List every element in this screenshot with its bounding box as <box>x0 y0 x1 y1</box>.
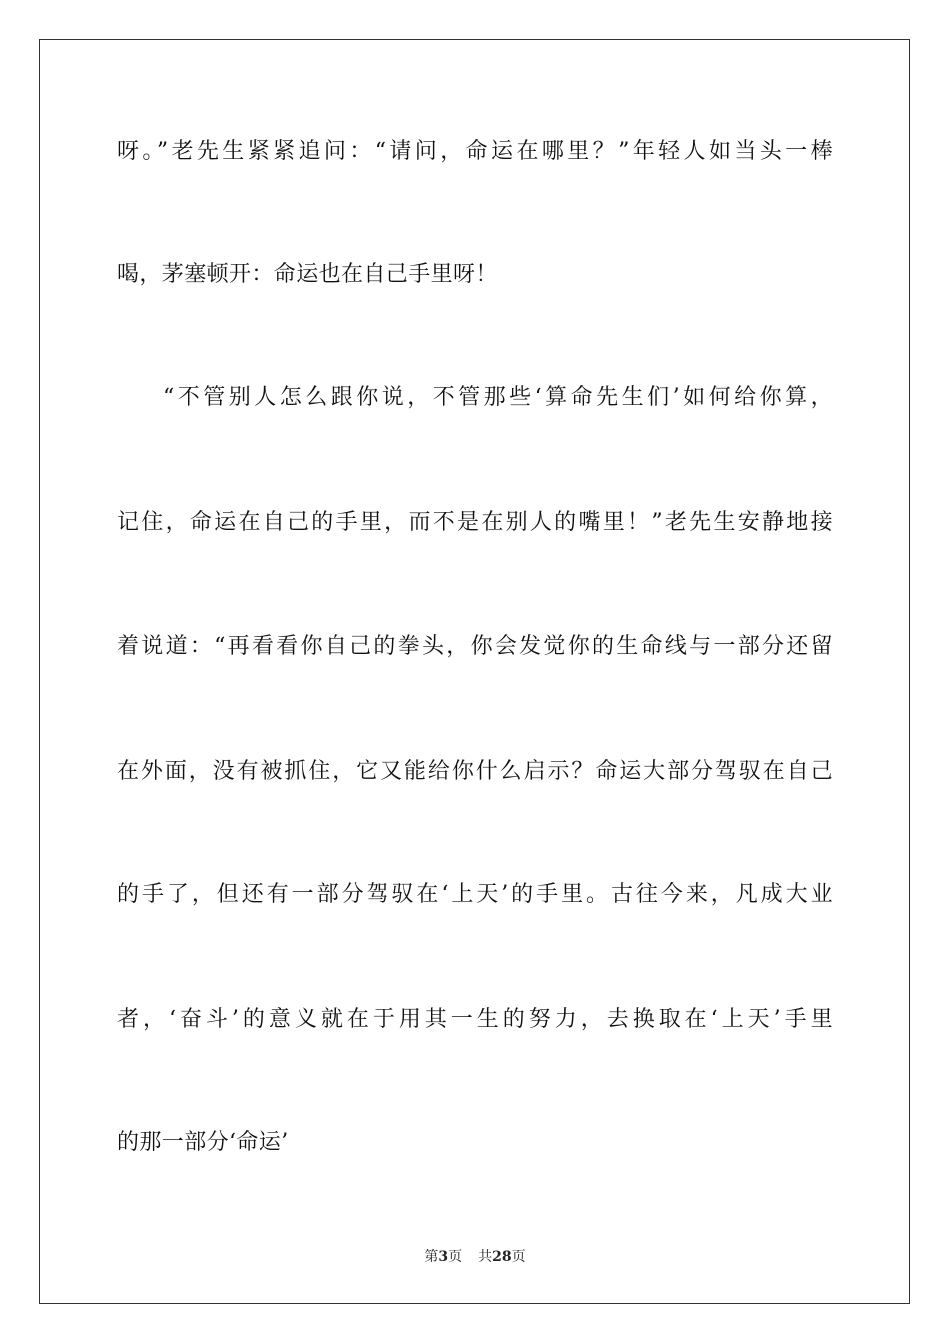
page-prefix: 第 <box>424 1249 439 1265</box>
body-line-1: 呀。”老先生紧紧追问：“请问，命运在哪里？”年轻人如当头一棒 <box>117 139 833 164</box>
page-frame <box>39 39 910 1304</box>
page-footer <box>0 1247 950 1267</box>
total-prefix: 共 <box>478 1249 493 1265</box>
current-page-number: 3 <box>438 1249 449 1265</box>
body-line-6: 在外面，没有被抓住，它又能给你什么启示？命运大部分驾驭在自己 <box>117 759 833 784</box>
total-page-count: 28 <box>492 1249 512 1265</box>
body-line-9: 的那一部分‘命运’ <box>117 1130 289 1155</box>
page-suffix: 页 <box>448 1249 463 1265</box>
body-line-5: 着说道：“再看看你自己的拳头，你会发觉你的生命线与一部分还留 <box>117 634 833 659</box>
body-line-4: 记住，命运在自己的手里，而不是在别人的嘴里！”老先生安静地接 <box>117 510 833 535</box>
body-line-7: 的手了，但还有一部分驾驭在‘上天’的手里。古往今来，凡成大业 <box>117 882 833 907</box>
body-line-3-paragraph-start: “不管别人怎么跟你说，不管那些‘算命先生们’如何给你算， <box>163 385 833 410</box>
body-line-8: 者，‘奋斗’的意义就在于用其一生的努力，去换取在‘上天’手里 <box>117 1007 833 1032</box>
total-suffix: 页 <box>511 1249 526 1265</box>
body-line-2: 喝，茅塞顿开：命运也在自己手里呀！ <box>117 262 498 287</box>
